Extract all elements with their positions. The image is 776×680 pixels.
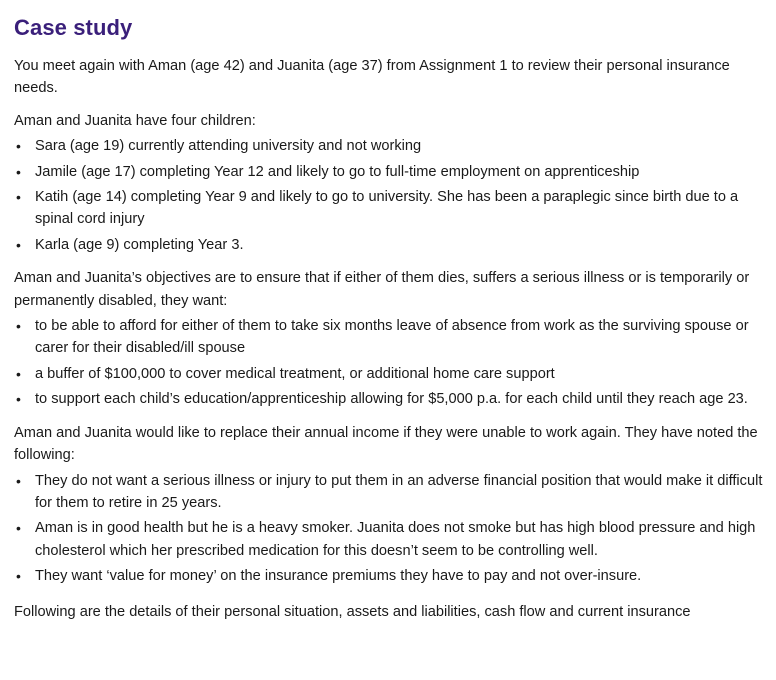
objectives-intro: Aman and Juanita’s objectives are to ensure that if either of them dies, suffers a serious illness or is temporarily or permanently disabled, they want: xyxy=(14,270,750,309)
bullet-icon: • xyxy=(16,365,21,382)
intro-paragraph: You meet again with Aman (age 42) and Juanita (age 37) from Assignment 1 to review their personal insurance needs. xyxy=(14,58,730,97)
list-item: • a buffer of $100,000 to cover medical treatment, or additional home care support xyxy=(14,363,770,385)
bullet-icon: • xyxy=(16,568,21,585)
list-item: • Jamile (age 17) completing Year 12 and likely to go to full-time employment on apprenticeship xyxy=(14,161,770,183)
bullet-icon: • xyxy=(16,236,21,253)
bullet-icon: • xyxy=(16,391,21,408)
list-item: • to support each child’s education/apprenticeship allowing for $5,000 p.a. for each child until they reach age 23. xyxy=(14,388,770,410)
bullet-icon: • xyxy=(16,138,21,155)
document-page xyxy=(14,0,770,652)
income-intro: Aman and Juanita would like to replace their annual income if they were unable to work again. They have noted the following: xyxy=(14,424,758,464)
bullet-icon: • xyxy=(16,472,21,489)
bullet-icon: • xyxy=(16,318,21,335)
list-item: • They do not want a serious illness or injury to put them in an adverse financial position that would make it difficult for them to retire in 25 years. xyxy=(14,470,770,515)
list-item: • Katih (age 14) completing Year 9 and likely to go to university. She has been a paraplegic since birth due to a spinal cord injury xyxy=(14,186,770,231)
list-item: • Karla (age 9) completing Year 3. xyxy=(14,234,770,256)
children-list xyxy=(14,135,770,256)
list-item: • Aman is in good health but he is a heavy smoker. Juanita does not smoke but has high blood pressure and high cholesterol which her prescribed medication for this doesn’t seem to be controlling well. xyxy=(14,517,770,562)
children-intro: Aman and Juanita have four children: xyxy=(14,112,256,129)
footer-partial-text: Following are the details of their personal situation, assets and liabilities, cash flow and current insurance xyxy=(14,603,691,620)
bullet-icon: • xyxy=(16,520,21,537)
notes-list xyxy=(14,470,770,588)
bullet-icon: • xyxy=(16,189,21,206)
list-item: • to be able to afford for either of them to take six months leave of absence from work as the surviving spouse or carer for their disabled/ill spouse xyxy=(14,315,770,360)
list-item: • They want ‘value for money’ on the insurance premiums they have to pay and not over-insure. xyxy=(14,565,770,587)
list-item: • Sara (age 19) currently attending university and not working xyxy=(14,135,770,157)
page-title: Case study xyxy=(14,15,133,40)
objectives-list xyxy=(14,315,770,411)
bullet-icon: • xyxy=(16,163,21,180)
